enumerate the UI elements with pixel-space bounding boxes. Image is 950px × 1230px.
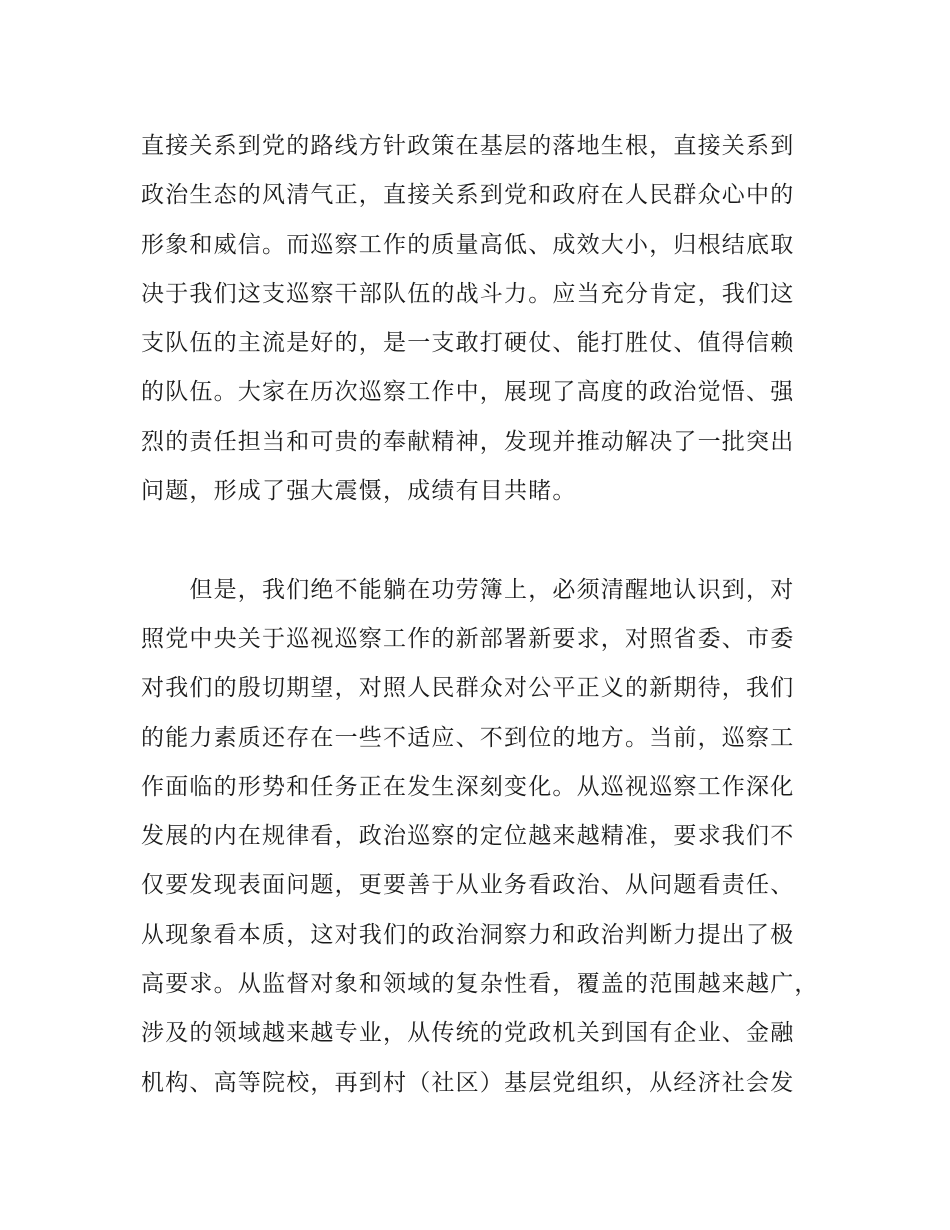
text-line: 从现象看本质，这对我们的政治洞察力和政治判断力提出了极: [141, 921, 795, 948]
paragraph-1: [141, 122, 821, 516]
text-line: 支队伍的主流是好的，是一支敢打硬仗、能打胜仗、值得信赖: [141, 330, 795, 357]
paragraph-2: [141, 566, 821, 1108]
text-line: 的队伍。大家在历次巡察工作中，展现了高度的政治觉悟、强: [141, 379, 795, 406]
text-line: 对我们的殷切期望，对照人民群众对公平正义的新期待，我们: [141, 675, 795, 702]
text-line: 政治生态的风清气正，直接关系到党和政府在人民群众心中的: [141, 182, 795, 209]
document-body: [141, 122, 821, 1108]
paragraph-spacer: [141, 516, 821, 565]
text-line: 直接关系到党的路线方针政策在基层的落地生根，直接关系到: [141, 133, 795, 159]
text-line: 问题，形成了强大震慑，成绩有目共睹。: [141, 478, 577, 505]
text-line: 形象和威信。而巡察工作的质量高低、成效大小，归根结底取: [141, 231, 795, 258]
text-line: 但是，我们绝不能躺在功劳簿上，必须清醒地认识到，对: [141, 576, 795, 603]
text-line: 发展的内在规律看，政治巡察的定位越来越精准，要求我们不: [141, 823, 795, 850]
text-line: 烈的责任担当和可贵的奉献精神，发现并推动解决了一批突出: [141, 428, 795, 455]
text-line: 仅要发现表面问题，更要善于从业务看政治、从问题看责任、: [141, 872, 795, 899]
text-line: 决于我们这支巡察干部队伍的战斗力。应当充分肯定，我们这: [141, 280, 795, 307]
text-line: 的能力素质还存在一些不适应、不到位的地方。当前，巡察工: [141, 724, 795, 751]
text-line: 涉及的领域越来越专业，从传统的党政机关到国有企业、金融: [141, 1020, 795, 1047]
text-line: 照党中央关于巡视巡察工作的新部署新要求，对照省委、市委: [141, 625, 795, 652]
text-line: 作面临的形势和任务正在发生深刻变化。从巡视巡察工作深化: [141, 773, 795, 800]
text-line: 高要求。从监督对象和领域的复杂性看，覆盖的范围越来越广，: [141, 971, 819, 998]
text-line: 机构、高等院校，再到村（社区）基层党组织，从经济社会发: [141, 1069, 795, 1096]
